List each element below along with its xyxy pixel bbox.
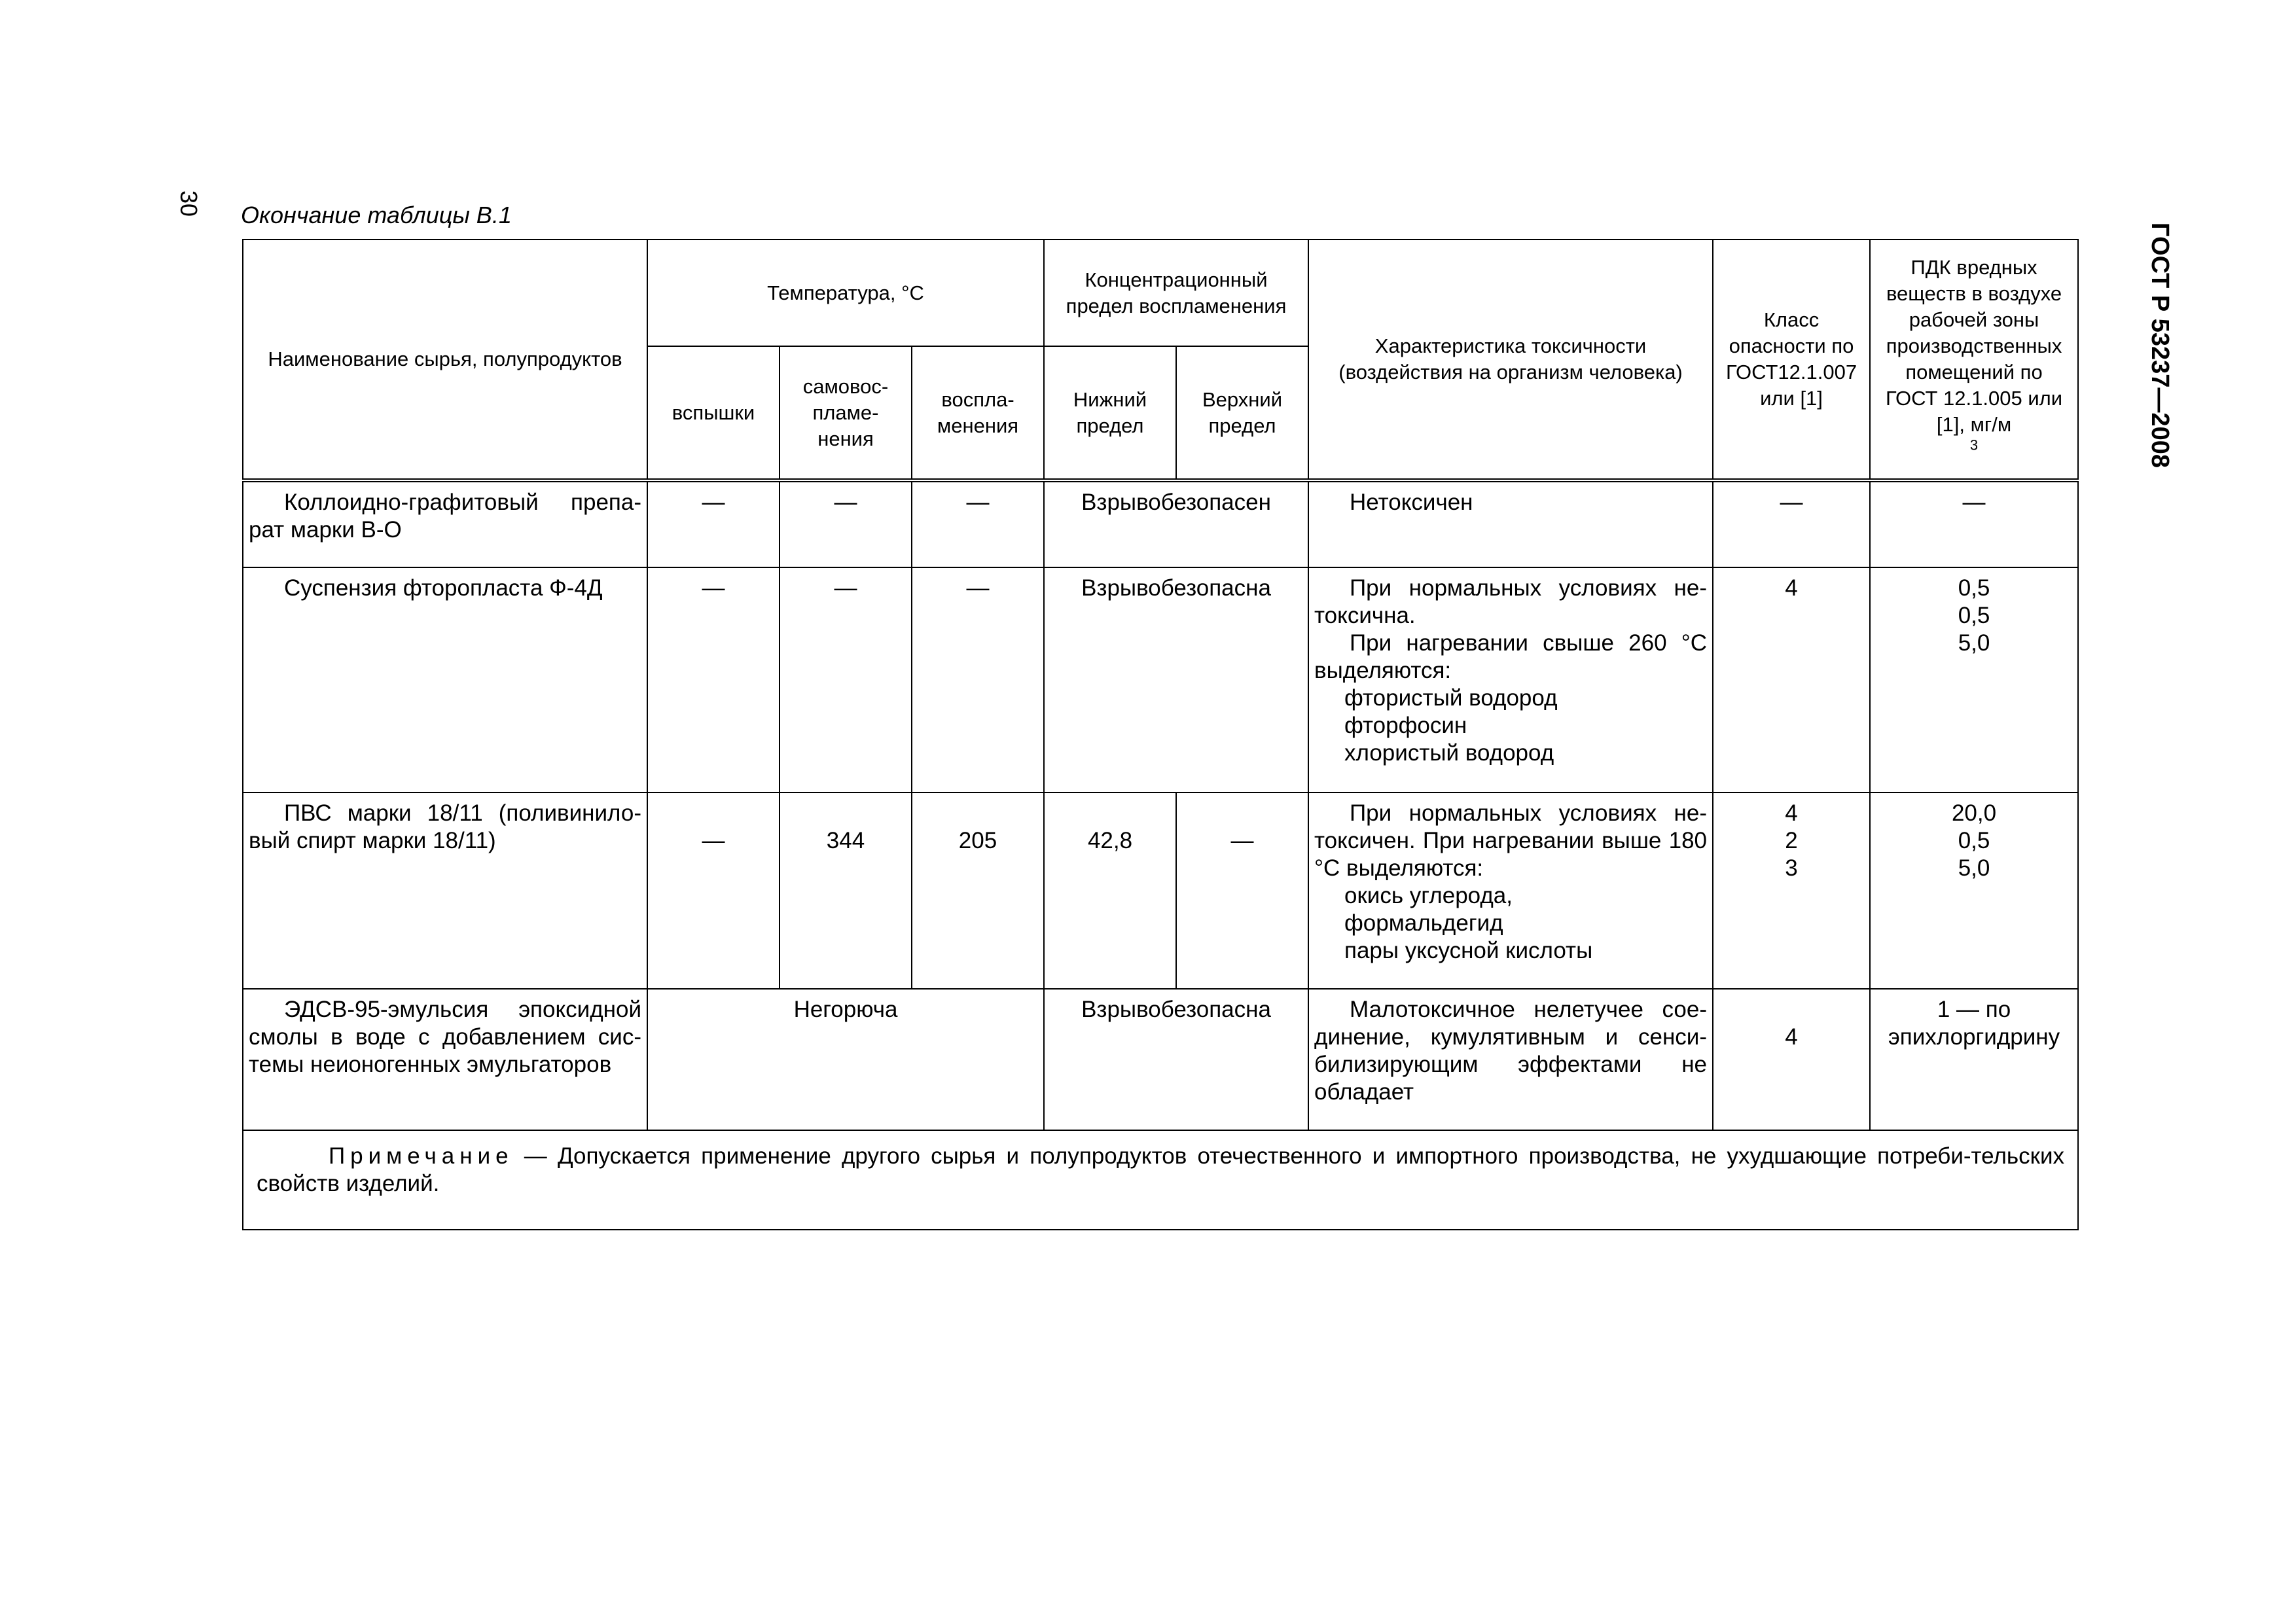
cell-selfignite: —: [780, 480, 912, 567]
cell-ignition: 205: [912, 793, 1044, 989]
cell-name: Коллоидно-графитовый препа-рат марки В-О: [243, 480, 647, 567]
cell-upper: —: [1176, 793, 1308, 989]
header-conc-limit: Концентрационный предел воспламенения: [1044, 240, 1308, 346]
table-row: [243, 567, 2078, 793]
header-hazard-class: Класс опасности по ГОСТ12.1.007 или [1]: [1713, 240, 1870, 480]
cell-flash: —: [647, 480, 780, 567]
cell-class: 4: [1713, 567, 1870, 793]
cell-conc: Взрывобезопасна: [1044, 989, 1308, 1130]
cell-toxicity: Малотоксичное нелетучее сое-динение, кумулятивным и сенси-билизирующим эффектами не обладает: [1308, 989, 1713, 1130]
note-row: [243, 1130, 2078, 1230]
header-lower: Нижний предел: [1044, 346, 1176, 480]
cell-ignition: —: [912, 567, 1044, 793]
cell-flash: —: [647, 793, 780, 989]
header-mac: ПДК вредных веществ в воздухе рабочей зоны производственных помещений по ГОСТ 12.1.005 или [1], мг/м $^3$: [1870, 240, 2078, 480]
table-note: [243, 1130, 2078, 1230]
header-upper: Верхний предел: [1176, 346, 1308, 480]
cell-conc: Взрывобезопасен: [1044, 480, 1308, 567]
cell-toxicity: Нетоксичен: [1308, 480, 1713, 567]
cell-mac: —: [1870, 480, 2078, 567]
cell-selfignite: —: [780, 567, 912, 793]
cell-class: —: [1713, 480, 1870, 567]
table-row: [243, 793, 2078, 989]
header-selfignite: самовос- пламе- нения: [780, 346, 912, 480]
table-row: [243, 989, 2078, 1130]
cell-name: ЭДСВ-95-эмульсия эпоксидной смолы в воде с добавлением сис-темы неионогенных эмульгаторов: [243, 989, 647, 1130]
cell-class: 4: [1713, 989, 1870, 1130]
cell-mac: 1 — по эпихлоргидрину: [1870, 989, 2078, 1130]
cell-class: 4 2 3: [1713, 793, 1870, 989]
data-table: [242, 239, 2079, 1230]
table-caption: Окончание таблицы В.1: [241, 202, 512, 228]
header-ignition: воспла- менения: [912, 346, 1044, 480]
cell-temperature: Негорюча: [647, 989, 1044, 1130]
cell-selfignite: 344: [780, 793, 912, 989]
cell-ignition: —: [912, 480, 1044, 567]
note-label: Примечание: [329, 1143, 514, 1169]
document-id: ГОСТ Р 53237—2008: [2146, 223, 2174, 468]
cell-lower: 42,8: [1044, 793, 1176, 989]
cell-mac: 20,0 0,5 5,0: [1870, 793, 2078, 989]
table-row: [243, 480, 2078, 567]
cell-conc: Взрывобезопасна: [1044, 567, 1308, 793]
header-temperature: Температура, °С: [647, 240, 1044, 346]
cell-name: ПВС марки 18/11 (поливинило-вый спирт марки 18/11): [243, 793, 647, 989]
header-flash: вспышки: [647, 346, 780, 480]
cell-mac: 0,5 0,5 5,0: [1870, 567, 2078, 793]
cell-toxicity: При нормальных условиях не-токсичен. При нагревании выше 180 °С выделяются: окись углерода, формальдегид пары уксусной кислоты: [1308, 793, 1713, 989]
cell-name: Суспензия фторопласта Ф-4Д: [243, 567, 647, 793]
header-name: Наименование сырья, полупродуктов: [243, 240, 647, 480]
note-text: — Допускается применение другого сырья и полупродуктов отечественного и импортного производства, не ухудшающие потреби-тельских свойств изделий.: [257, 1143, 2065, 1196]
page-number: 30: [175, 190, 203, 217]
cell-toxicity: При нормальных условиях не-токсична. При нагревании свыше 260 °С выделяются: фтористый водород фторфосин хлористый водород: [1308, 567, 1713, 793]
cell-flash: —: [647, 567, 780, 793]
header-toxicity: Характеристика токсичности (воздействия на организм человека): [1308, 240, 1713, 480]
